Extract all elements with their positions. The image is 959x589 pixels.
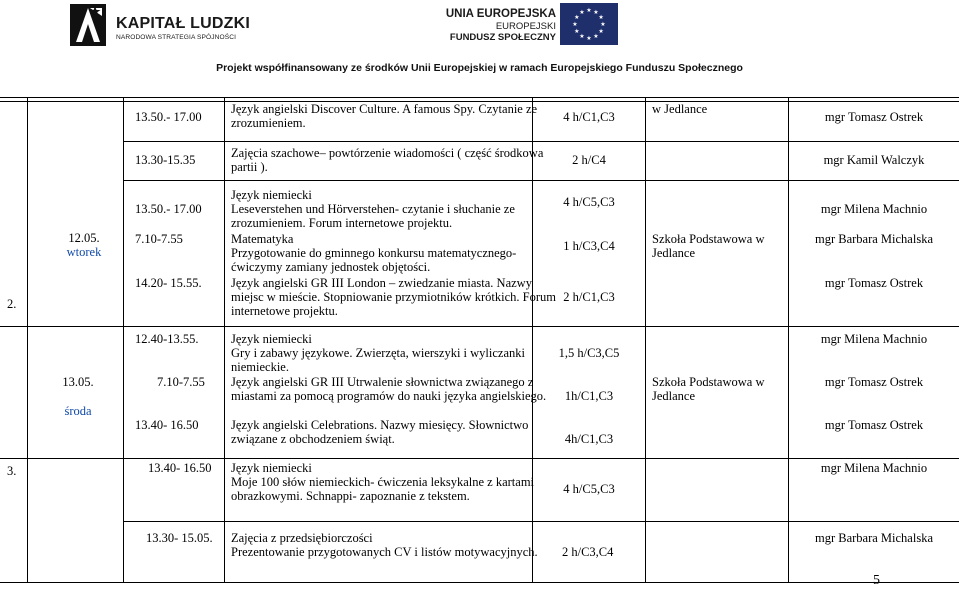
kapital-ludzki-logo: [68, 2, 108, 48]
eu-star-icon: ★: [593, 9, 599, 16]
row-hours: 4 h/C1,C3: [563, 110, 615, 124]
row-teacher: mgr Milena Machnio: [820, 461, 928, 475]
row-time: 13.30-15.35: [135, 153, 196, 167]
row-topic-line: zrozumieniem. Forum internetowe projektu.: [231, 216, 453, 230]
row-time: 13.50.- 17.00: [135, 202, 202, 216]
row-topic-line: Prezentowanie przygotowanych CV i listów motywacyjnych.: [231, 545, 538, 559]
eu-star-icon: ★: [593, 34, 599, 41]
project-funding-line: Projekt współfinansowany ze środków Unii Europejskiej w ramach Europejskiego Funduszu Społecznego: [216, 62, 743, 74]
row-topic-line: Zajęcia szachowe– powtórzenie wiadomości ( część środkowa: [231, 146, 544, 160]
row-topic-line: zrozumieniem.: [231, 116, 306, 130]
day-date: 13.05.: [62, 375, 94, 389]
row-teacher: mgr Barbara Michalska: [814, 232, 933, 246]
row-teacher: mgr Milena Machnio: [820, 202, 928, 216]
row-topic-line: ćwiczymy zamiany jednostek objętości.: [231, 260, 431, 274]
row-topic-line: niemieckie.: [231, 360, 289, 374]
row-place-line: Jedlance: [652, 389, 696, 403]
eu-star-icon: ★: [586, 36, 592, 42]
day-weekday: środa: [64, 404, 92, 418]
row-time: 13.50.- 17.00: [135, 110, 202, 124]
row-hours: 2 h/C1,C3: [563, 290, 615, 304]
row-topic-line: Język niemiecki: [231, 332, 312, 346]
row-topic-line: obrazkowymi. Schnappi- zapoznanie z tekstem.: [231, 489, 470, 503]
eu-star-icon: ★: [586, 8, 592, 14]
row-place: w Jedlance: [652, 102, 708, 116]
day-number: 2.: [7, 297, 17, 311]
row-hours: 1h/C1,C3: [564, 389, 614, 403]
row-topic-line: Moje 100 słów niemieckich- ćwiczenia leksykalne z kartami: [231, 475, 535, 489]
row-topic-line: Gry i zabawy językowe. Zwierzęta, wierszyki i wyliczanki: [231, 346, 525, 360]
row-teacher: mgr Tomasz Ostrek: [824, 375, 924, 389]
eu-star-icon: ★: [600, 22, 606, 28]
row-topic-line: Język niemiecki: [231, 461, 312, 475]
row-topic-line: Leseverstehen und Hörverstehen- czytanie i słuchanie ze: [231, 202, 515, 216]
row-time: 12.40-13.55.: [135, 332, 199, 346]
row-topic-line: miejsc w mieście. Stopniowanie przymiotników krótkich. Forum: [231, 290, 556, 304]
row-topic-line: Język angielski GR III Utrwalenie słownictwa związanego z: [231, 375, 534, 389]
page-number: 5: [873, 573, 880, 588]
row-hours: 4 h/C5,C3: [563, 195, 615, 209]
row-time: 13.30- 15.05.: [146, 531, 213, 545]
row-place-line: Szkoła Podstawowa w: [652, 375, 765, 389]
row-hours: 1 h/C3,C4: [563, 239, 615, 253]
eu-star-icon: ★: [572, 22, 578, 28]
row-topic-line: Matematyka: [231, 232, 294, 246]
day-date: 12.05.: [68, 231, 100, 245]
kapital-ludzki-subtitle: NARODOWA STRATEGIA SPÓJNOŚCI: [116, 34, 237, 41]
row-topic-line: związane z obchodzeniem świąt.: [231, 432, 395, 446]
row-place-line: Jedlance: [652, 246, 696, 260]
row-topic-line: Język angielski Celebrations. Nazwy miesięcy. Słownictwo: [231, 418, 529, 432]
row-topic-line: internetowe projektu.: [231, 304, 338, 318]
row-time: 13.40- 16.50: [135, 418, 199, 432]
row-teacher: mgr Tomasz Ostrek: [824, 418, 924, 432]
row-hours: 4h/C1,C3: [564, 432, 614, 446]
kapital-ludzki-title: KAPITAŁ LUDZKI: [116, 15, 251, 32]
row-teacher: mgr Tomasz Ostrek: [824, 110, 924, 124]
eu-star-icon: ★: [574, 15, 580, 21]
eu-flag-icon: [560, 3, 618, 45]
row-time: 7.10-7.55: [157, 375, 205, 389]
row-hours: 1,5 h/C3,C5: [558, 346, 620, 360]
eu-logo-text: [440, 8, 556, 43]
eu-star-icon: ★: [579, 34, 585, 41]
eu-star-icon: ★: [598, 29, 604, 35]
row-teacher: mgr Barbara Michalska: [814, 531, 933, 545]
row-topic-line: Język angielski GR III London – zwiedzanie miasta. Nazwy: [231, 276, 532, 290]
row-hours: 2 h/C3,C4: [562, 545, 614, 559]
row-teacher: mgr Milena Machnio: [820, 332, 928, 346]
ue-line2: EUROPEJSKI: [495, 21, 556, 32]
row-teacher: mgr Tomasz Ostrek: [824, 276, 924, 290]
ue-line3: FUNDUSZ SPOŁECZNY: [449, 32, 556, 43]
row-time: 7.10-7.55: [135, 232, 183, 246]
row-hours: 4 h/C5,C3: [563, 482, 615, 496]
eu-star-icon: ★: [574, 29, 580, 35]
row-topic-line: Język angielski Discover Culture. A famous Spy. Czytanie ze: [231, 102, 538, 116]
row-place-line: Szkoła Podstawowa w: [652, 232, 765, 246]
row-time: 13.40- 16.50: [148, 461, 212, 475]
row-topic-line: partii ).: [231, 160, 268, 174]
row-topic-line: Zajęcia z przedsiębiorczości: [231, 531, 373, 545]
day-number: 3.: [7, 464, 17, 478]
row-topic-line: Język niemiecki: [231, 188, 312, 202]
row-time: 14.20- 15.55.: [135, 276, 202, 290]
row-teacher: mgr Kamil Walczyk: [823, 153, 925, 167]
ue-line1: UNIA EUROPEJSKA: [445, 8, 556, 20]
row-hours: 2 h/C4: [572, 153, 606, 167]
row-topic-line: miastami za pomocą programów do nauki języka angielskiego.: [231, 389, 547, 403]
eu-star-icon: ★: [579, 9, 585, 16]
day-weekday: wtorek: [66, 245, 102, 259]
eu-star-icon: ★: [598, 15, 604, 21]
row-topic-line: Przygotowanie do gminnego konkursu matematycznego-: [231, 246, 517, 260]
